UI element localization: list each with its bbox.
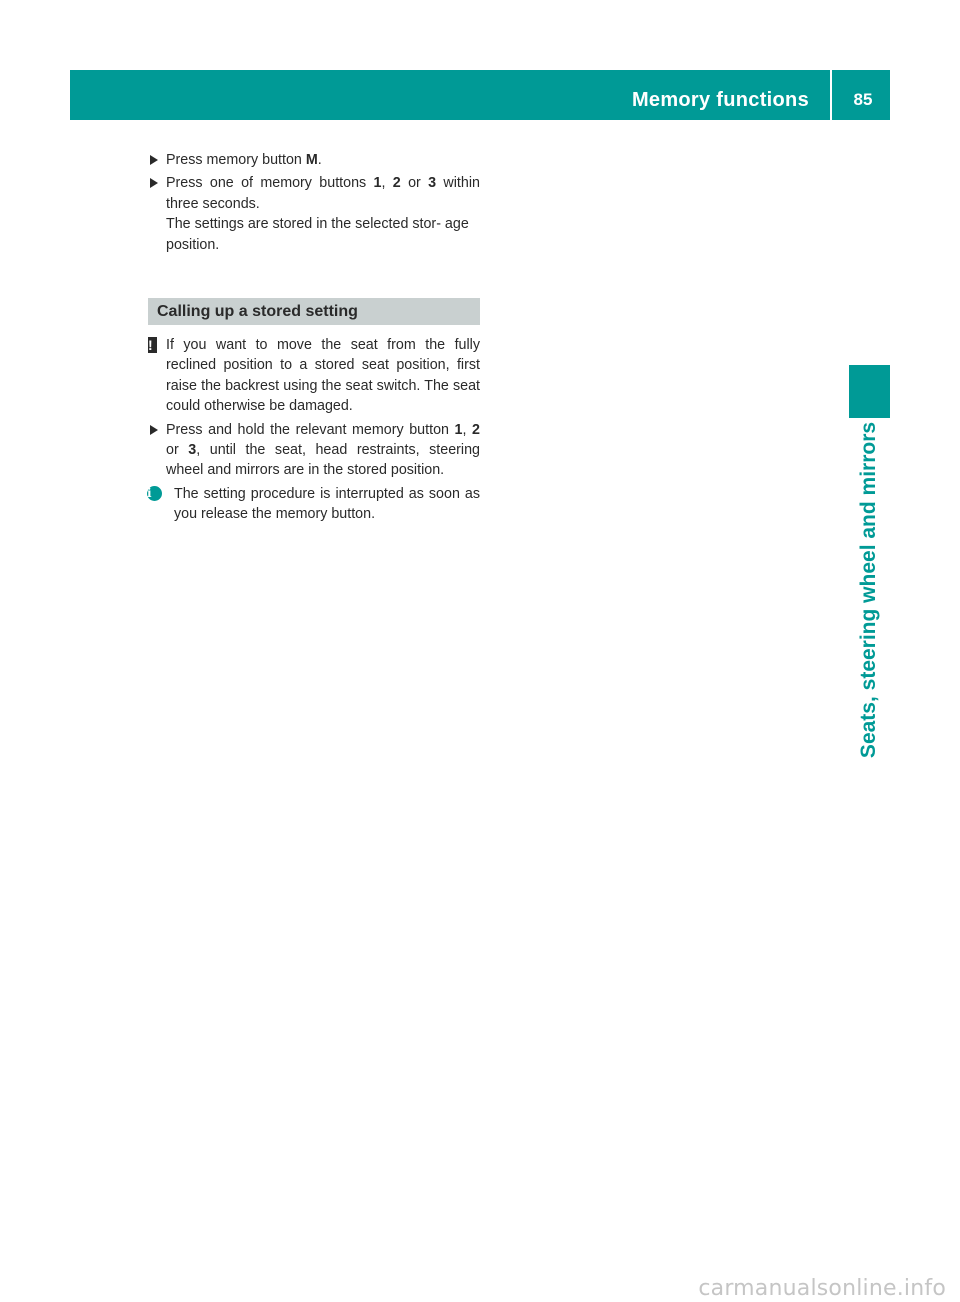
button-ref: 3 — [428, 175, 437, 192]
button-ref: 1 — [373, 175, 382, 192]
section-heading: Calling up a stored setting — [148, 298, 480, 325]
warning-note: ! If you want to move the seat from the fully reclined position to a stored seat position, first raise the backrest using the seat switch. The seat could otherwise be damaged. — [148, 337, 480, 415]
instruction-step: Press one of memory buttons 1, 2 or 3 within three seconds. The settings are stored in the selected stor- age position. — [148, 173, 480, 255]
button-ref: 2 — [472, 421, 480, 438]
info-note: i The setting procedure is interrupted as soon as you release the memory button. — [147, 485, 480, 523]
warning-icon: ! — [148, 337, 157, 353]
info-icon: i — [147, 486, 162, 501]
section-tab-label: Seats, steering wheel and mirrors — [857, 421, 880, 759]
button-ref: M — [305, 152, 318, 168]
step-arrow-icon — [150, 178, 158, 188]
page-number: 85 — [853, 90, 873, 109]
watermark: carmanualsonline.info — [698, 1276, 946, 1301]
page-content — [148, 150, 480, 528]
instruction-step: Press and hold the relevant memory button 1, 2 or 3, until the seat, head restraints, steering wheel and mirrors are in the stored position. — [148, 420, 480, 481]
button-ref: 2 — [392, 175, 401, 192]
page-header — [70, 70, 890, 120]
step-result: The settings are stored in the selected stor- age position. — [166, 216, 469, 253]
step-arrow-icon — [150, 155, 158, 165]
step-arrow-icon — [150, 425, 158, 435]
button-ref: 1 — [454, 421, 463, 438]
chapter-title: Memory functions — [631, 89, 809, 111]
header-divider — [830, 70, 832, 120]
button-ref: 3 — [188, 442, 197, 459]
instruction-step: Press memory button M. — [148, 150, 480, 170]
